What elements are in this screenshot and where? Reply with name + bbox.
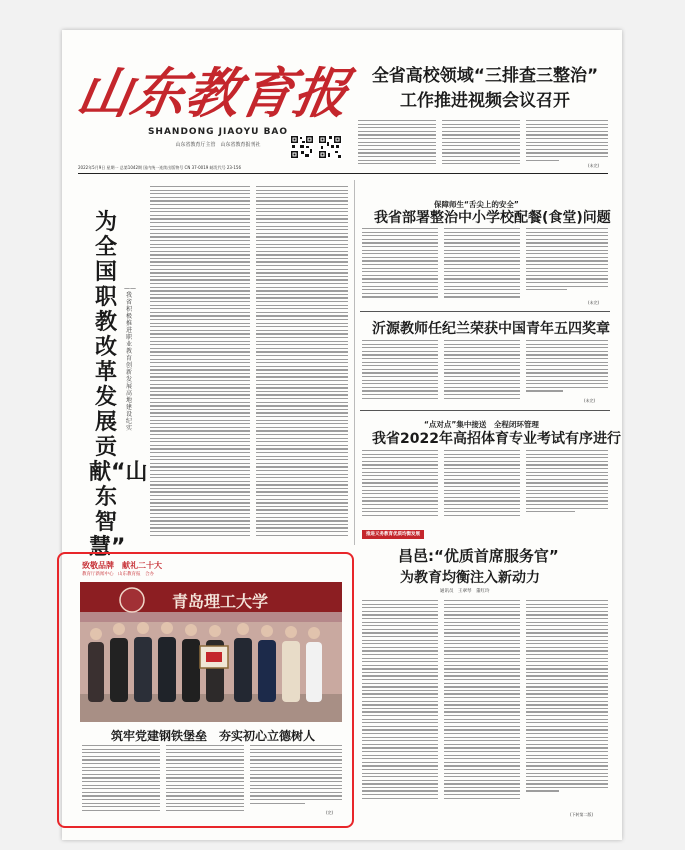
award-headline: 沂源教师任纪兰荣获中国青年五四奖章 <box>372 321 610 337</box>
photo-feature-body-col2 <box>166 745 244 813</box>
masthead-logo-text: 山东教育报 <box>72 61 354 125</box>
award-end-mark: (未完) <box>584 398 596 403</box>
safety-kicker: 保障师生“舌尖上的安全” <box>434 200 519 209</box>
changyi-body-col1 <box>362 600 438 801</box>
group-photo <box>80 582 342 722</box>
lead-end-mark: (未完) <box>588 163 600 168</box>
award-body-col3 <box>526 340 608 394</box>
safety-body-col3 <box>526 228 608 293</box>
photo-feature-caption: 致敬品牌 献礼二十大 <box>82 561 162 570</box>
lead-body-col2 <box>442 120 520 167</box>
safety-end-mark: (未完) <box>588 300 600 305</box>
exam-body-col2 <box>444 450 520 518</box>
photo-feature-end-mark: (完) <box>326 810 334 815</box>
qr-code-icon <box>318 135 342 159</box>
changyi-headline-line2: 为教育均衡注入新动力 <box>400 570 540 586</box>
exam-headline: 我省2022年高招体育专业考试有序进行 <box>372 431 621 447</box>
changyi-body-col3 <box>526 600 608 794</box>
safety-body-col1 <box>362 228 438 300</box>
exam-kicker: “点对点”集中接送 全程闭环管理 <box>424 420 539 429</box>
changyi-body-col2 <box>444 600 520 801</box>
masthead-logo <box>72 58 354 126</box>
left-feature-body-col2 <box>256 186 348 538</box>
section-tag: 推进义务教育优质均衡发展 <box>362 530 424 539</box>
masthead-subline: 山东省教育厅主管 山东省教育报刊社 <box>175 142 261 148</box>
lead-body-col1 <box>358 120 436 167</box>
lead-headline-line2: 工作推进视频会议召开 <box>400 91 570 111</box>
photo-feature-caption-sub: 教育厅新闻中心 山东教育报 合办 <box>82 572 154 577</box>
safety-body-col2 <box>444 228 520 300</box>
column-divider <box>354 180 355 545</box>
section-rule <box>360 311 610 312</box>
photo-feature-body-col1 <box>82 745 160 813</box>
photo-banner-text: 青岛理工大学 <box>171 592 269 611</box>
lead-headline-line1: 全省高校领域“三排查三整治” <box>371 66 599 86</box>
left-feature-vertical-subtitle: ——我省积极推进职业教育创新发展高地建设纪实 <box>124 285 136 432</box>
masthead-pinyin: SHANDONG JIAOYU BAO <box>147 127 289 137</box>
photo-feature-body-col3 <box>250 745 342 806</box>
changyi-author: 通讯员 王翠琴 董红玲 <box>440 589 490 594</box>
issue-info-line: 2022年5月9日 星期一 总第1042期 国内统一连续出版物号 CN 37-0019 邮发代号 23-156 <box>78 165 608 174</box>
safety-headline: 我省部署整治中小学校配餐(食堂)问题 <box>374 210 611 226</box>
photo-feature-headline: 筑牢党建钢铁堡垒 夯实初心立德树人 <box>110 729 315 743</box>
qr-code-icon <box>290 135 314 159</box>
left-feature-body-col1 <box>150 186 250 538</box>
award-body-col2 <box>444 340 520 401</box>
left-feature-vertical-title: 为全国职教改革发展贡献“山东智慧” <box>89 210 148 560</box>
award-body-col1 <box>362 340 438 401</box>
lead-body-col3 <box>526 120 608 163</box>
changyi-headline-line1: 昌邑:“优质首席服务官” <box>398 547 559 565</box>
exam-body-col3 <box>526 450 608 515</box>
changyi-end-mark: (下转第二版) <box>570 812 594 817</box>
exam-body-col1 <box>362 450 438 518</box>
section-rule <box>360 410 610 411</box>
lead-headline <box>360 64 610 114</box>
